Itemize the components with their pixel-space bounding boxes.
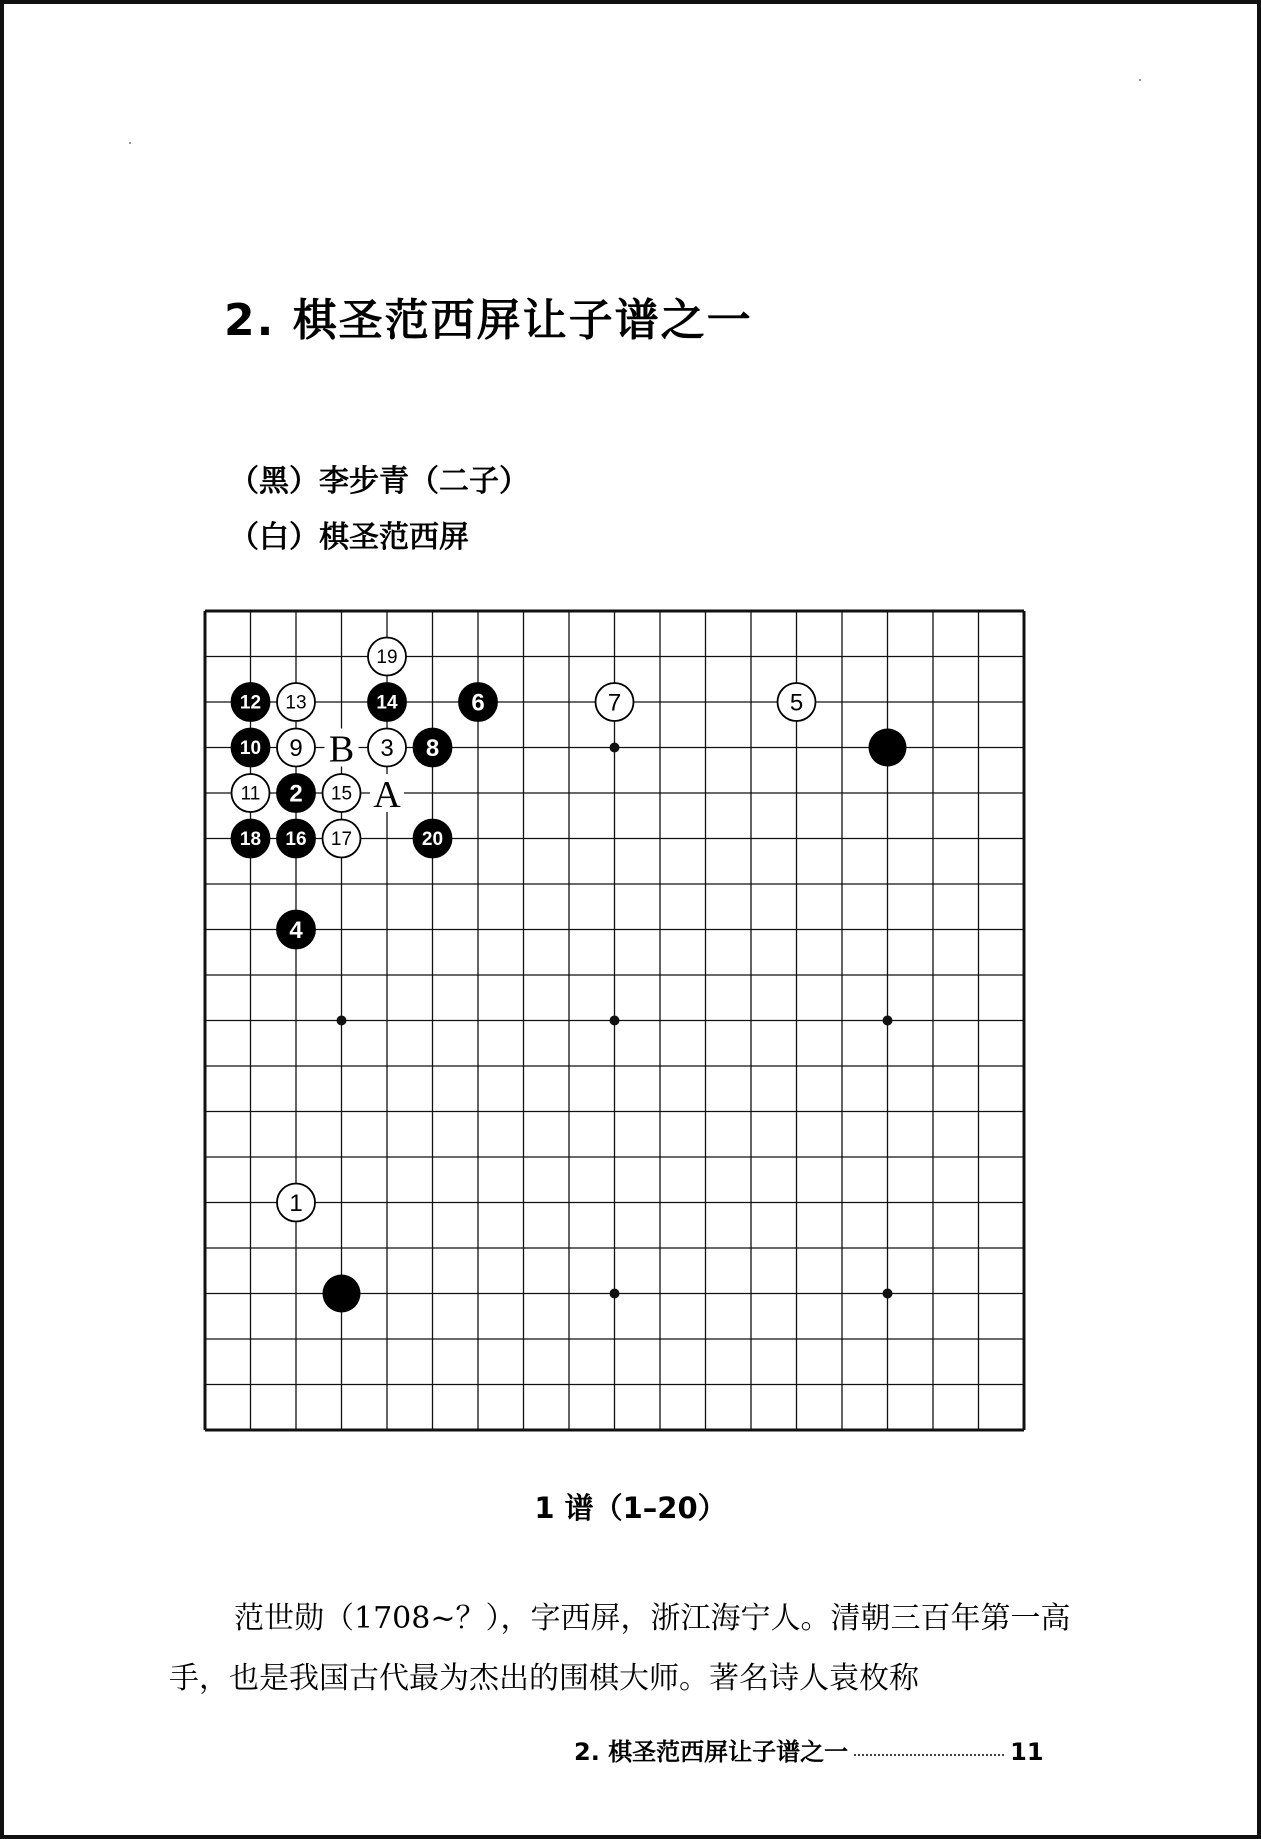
- star-point: [610, 1016, 620, 1026]
- move-number: 4: [289, 917, 303, 944]
- move-number: 17: [330, 829, 353, 850]
- leader-dots: [854, 1754, 1004, 1756]
- handicap-stone: [869, 729, 907, 767]
- move-number: 10: [239, 738, 262, 759]
- move-number: 20: [421, 829, 444, 850]
- move-number: 16: [285, 829, 307, 850]
- move-number: 11: [240, 783, 261, 805]
- move-number: 5: [789, 689, 804, 717]
- scan-speck: [129, 142, 131, 144]
- move-number: 14: [376, 692, 398, 714]
- star-point: [883, 1016, 893, 1026]
- move-number: 3: [380, 735, 394, 762]
- star-point: [883, 1289, 893, 1299]
- position-label: A: [373, 774, 401, 816]
- move-number: 19: [376, 647, 398, 668]
- move-number: 9: [289, 735, 303, 762]
- move-number: 8: [425, 735, 440, 762]
- star-point: [337, 1016, 347, 1026]
- move-number: 12: [239, 692, 262, 714]
- move-number: 1: [289, 1190, 303, 1217]
- running-title: 2. 棋圣范西屏让子谱之一: [574, 1738, 849, 1766]
- move-number: 7: [607, 689, 622, 717]
- move-number: 13: [285, 692, 307, 714]
- move-number: 15: [330, 783, 353, 805]
- star-point: [610, 1289, 620, 1299]
- star-point: [610, 743, 620, 753]
- body-paragraph: 范世勋（1708~？），字西屏，浙江海宁人。清朝三百年第一高手，也是我国古代最为杰出的围棋大师。著名诗人袁枚称: [169, 1601, 1071, 1696]
- position-label: B: [328, 728, 355, 771]
- diagram-caption: 1 谱（1–20）: [534, 1491, 727, 1525]
- scan-speck: [1139, 79, 1141, 81]
- go-board-diagram: [202, 608, 1026, 1432]
- page-title: 2. 棋圣范西屏让子谱之一: [224, 295, 753, 346]
- move-number: 2: [289, 780, 303, 808]
- handicap-stone: [323, 1275, 361, 1313]
- white-player: （白）棋圣范西屏: [229, 520, 469, 555]
- black-player: （黑）李步青（二子）: [229, 464, 529, 499]
- move-number: 6: [471, 689, 485, 717]
- page-footer: [574, 1732, 1044, 1767]
- page-number: 11: [1010, 1738, 1044, 1766]
- move-number: 18: [239, 829, 262, 850]
